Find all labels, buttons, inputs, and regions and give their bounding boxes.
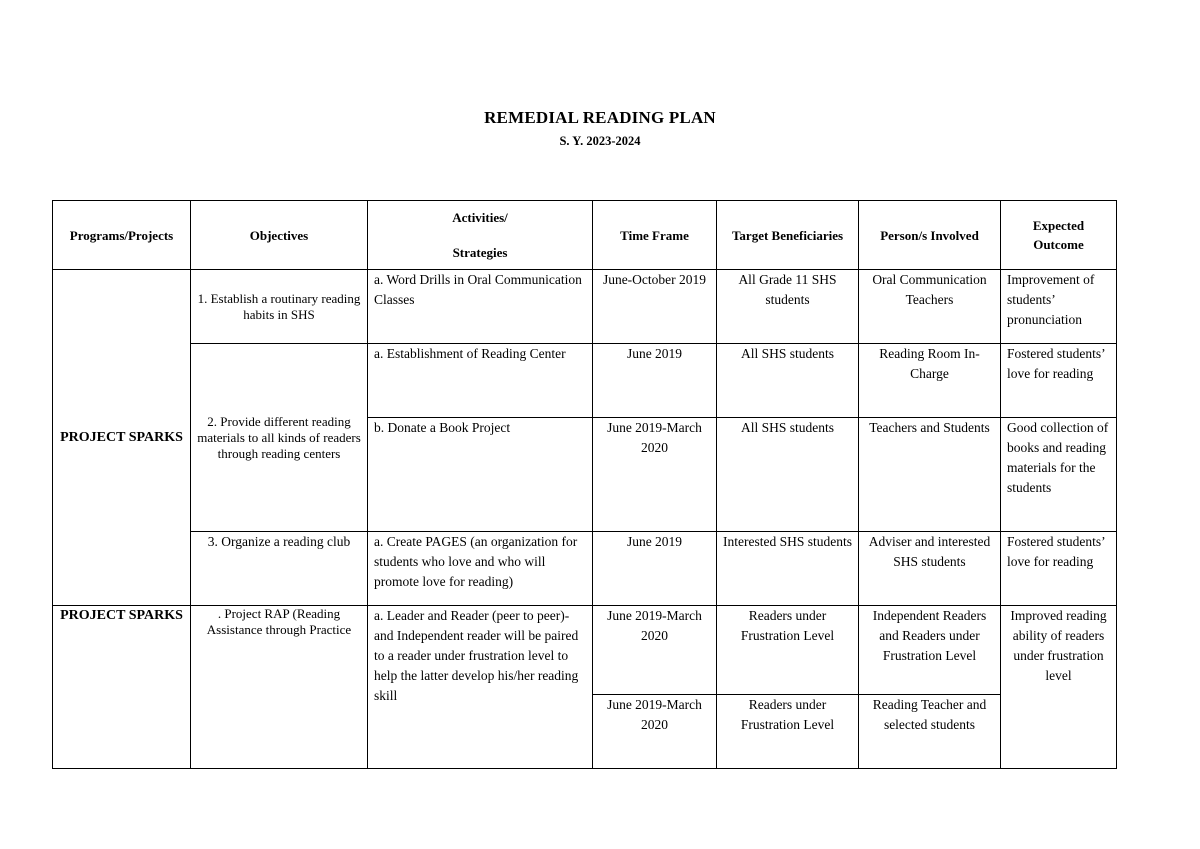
outcome-cell: Fostered students’ love for reading [1001,532,1117,606]
activity-cell: b. Donate a Book Project [368,418,593,532]
activity-cell: a. Leader and Reader (peer to peer)- and Independent reader will be paired to a reader under frustration level to help the latter develop his/her reading skill [368,606,593,769]
persons-cell: Teachers and Students [859,418,1001,532]
header-activities [368,201,593,270]
outcome-cell: Fostered students’ love for reading [1001,344,1117,418]
time-frame-cell: June 2019-March 2020 [593,695,717,769]
time-frame-cell: June-October 2019 [593,270,717,344]
target-cell: Readers under Frustration Level [717,606,859,695]
header-outcome: Expected Outcome [1001,201,1117,270]
document-subtitle: S. Y. 2023-2024 [559,134,641,148]
target-cell: Interested SHS students [717,532,859,606]
table-row [53,606,1117,695]
persons-cell: Reading Teacher and selected students [859,695,1001,769]
target-cell: All SHS students [717,344,859,418]
table-row [53,344,1117,418]
activity-cell: a. Create PAGES (an organization for students who love and who will promote love for reading) [368,532,593,606]
table-header-row [53,201,1117,270]
time-frame-cell: June 2019 [593,532,717,606]
time-frame-cell: June 2019-March 2020 [593,418,717,532]
table-row [53,270,1117,344]
target-cell: All SHS students [717,418,859,532]
objective-cell: . Project RAP (Reading Assistance through Practice [191,606,368,769]
persons-cell: Oral Communication Teachers [859,270,1001,344]
persons-cell: Independent Readers and Readers under Frustration Level [859,606,1001,695]
program-cell: PROJECT SPARKS [53,606,191,769]
persons-cell: Reading Room In-Charge [859,344,1001,418]
activity-cell: a. Word Drills in Oral Communication Classes [368,270,593,344]
reading-plan-table [52,200,1117,769]
header-persons: Person/s Involved [859,201,1001,270]
document-title: REMEDIAL READING PLAN [484,108,716,127]
objective-cell: 3. Organize a reading club [191,532,368,606]
activity-cell: a. Establishment of Reading Center [368,344,593,418]
time-frame-cell: June 2019 [593,344,717,418]
outcome-cell: Improved reading ability of readers under frustration level [1001,606,1117,769]
time-frame-cell: June 2019-March 2020 [593,606,717,695]
header-activities-top: Activities/ [452,210,508,225]
outcome-cell: Good collection of books and reading materials for the students [1001,418,1117,532]
header-time-frame: Time Frame [593,201,717,270]
header-programs: Programs/Projects [53,201,191,270]
header-objectives: Objectives [191,201,368,270]
target-cell: All Grade 11 SHS students [717,270,859,344]
header-target: Target Beneficiaries [717,201,859,270]
objective-cell: 1. Establish a routinary reading habits in SHS [191,270,368,344]
header-activities-bottom: Strategies [452,245,508,260]
program-cell: PROJECT SPARKS [53,270,191,606]
target-cell: Readers under Frustration Level [717,695,859,769]
persons-cell: Adviser and interested SHS students [859,532,1001,606]
outcome-cell: Improvement of students’ pronunciation [1001,270,1117,344]
objective-cell: 2. Provide different reading materials to all kinds of readers through reading centers [191,344,368,532]
table-row [53,532,1117,606]
